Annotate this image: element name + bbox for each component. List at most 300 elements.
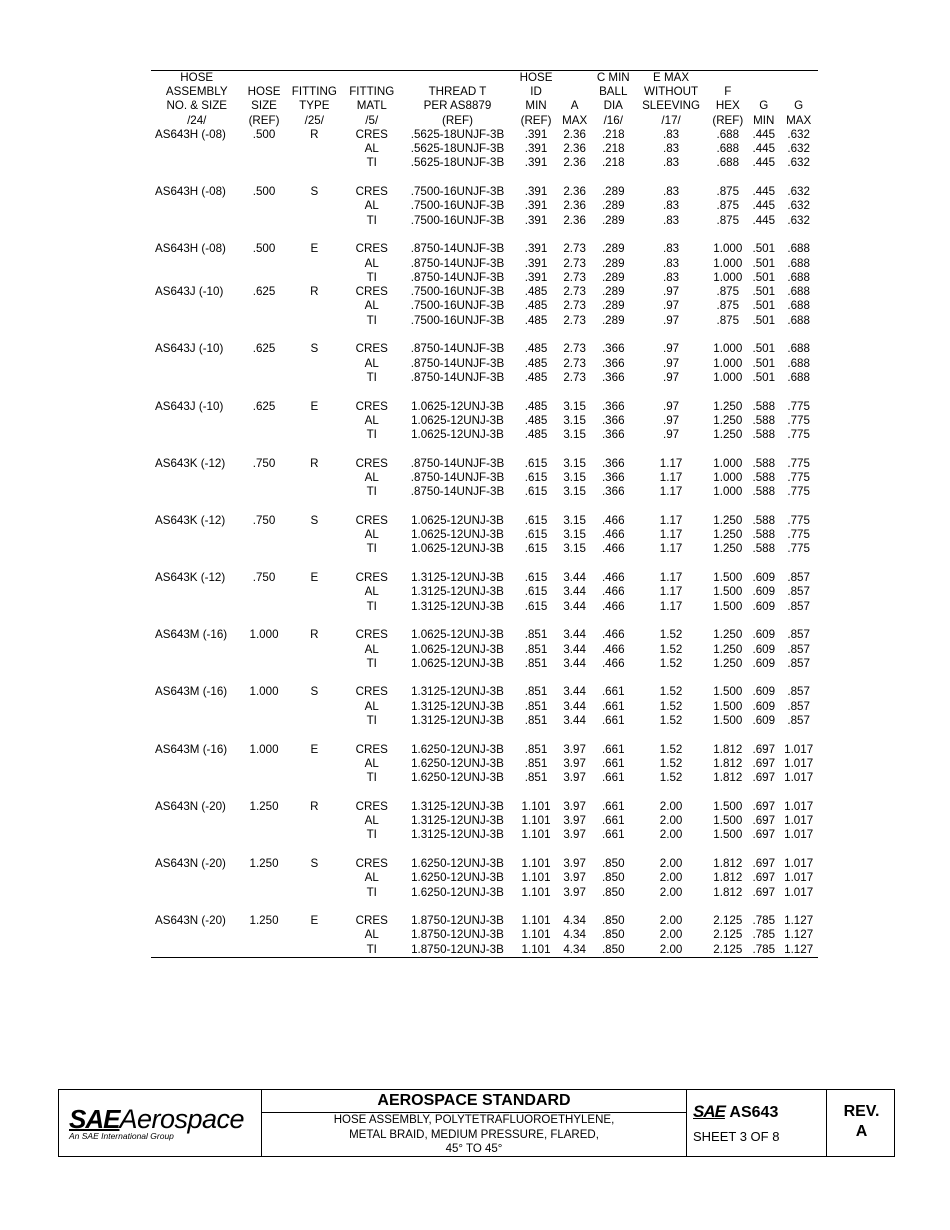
cell-empty — [286, 814, 343, 828]
table-row — [151, 156, 818, 170]
header-row — [151, 71, 818, 128]
table-cell: 1.17 — [659, 485, 683, 499]
table-cell: 1.3125-12UNJ-3B — [411, 714, 504, 728]
cell-empty — [242, 886, 285, 900]
column-header-line: ASSEMBLY — [165, 85, 228, 99]
cell-assembly: AS643J (-10) — [155, 285, 224, 299]
table-cell: 2.00 — [659, 885, 683, 899]
cell-assembly: AS643H (-08) — [155, 185, 226, 199]
table-cell: 2.36 — [563, 213, 586, 227]
cell-empty — [242, 714, 285, 728]
table-cell: 1.250 — [713, 528, 743, 542]
table-cell: CRES — [355, 513, 388, 527]
table-cell: 1.812 — [713, 771, 743, 785]
table-cell: .391 — [524, 142, 548, 156]
cell-type: E — [310, 914, 319, 928]
cell-type: S — [310, 342, 319, 356]
table-row — [151, 271, 818, 285]
group-spacer — [151, 385, 818, 399]
cell-empty — [286, 371, 343, 385]
table-cell: .466 — [601, 585, 625, 599]
table-cell: .588 — [752, 485, 776, 499]
column-header-line: MIN — [753, 113, 775, 127]
cell-empty — [242, 643, 285, 657]
table-cell: 1.3125-12UNJ-3B — [411, 814, 504, 828]
table-cell: 2.00 — [659, 828, 683, 842]
table-cell: .445 — [752, 127, 776, 141]
table-cell: .688 — [716, 142, 740, 156]
table-row — [151, 428, 818, 442]
standard-title: AEROSPACE STANDARD — [262, 1090, 686, 1113]
column-header — [151, 71, 242, 128]
table-cell: .466 — [601, 642, 625, 656]
table-cell: 1.52 — [659, 685, 683, 699]
table-cell: .8750-14UNJF-3B — [410, 242, 505, 256]
table-row — [151, 857, 818, 871]
table-cell: 1.8750-12UNJ-3B — [411, 914, 504, 928]
cell-empty — [286, 886, 343, 900]
table-cell: 1.6250-12UNJ-3B — [411, 742, 504, 756]
column-header-line: /25/ — [304, 113, 324, 127]
cell-type: R — [310, 456, 319, 470]
cell-empty — [151, 471, 242, 485]
cell-empty — [151, 271, 242, 285]
table-cell: .661 — [601, 814, 625, 828]
table-cell: .501 — [752, 313, 776, 327]
table-cell: 1.127 — [784, 928, 814, 942]
column-header-line: G — [759, 99, 769, 113]
cell-empty — [151, 828, 242, 842]
table-cell: TI — [366, 313, 377, 327]
table-cell: 1.3125-12UNJ-3B — [411, 699, 504, 713]
table-cell: 1.127 — [784, 914, 814, 928]
cell-empty — [151, 528, 242, 542]
table-cell: .775 — [787, 428, 810, 442]
table-cell: .501 — [752, 270, 776, 284]
column-header-line: (REF) — [442, 113, 473, 127]
table-cell: .851 — [524, 756, 548, 770]
table-cell: CRES — [355, 456, 388, 470]
table-cell: .857 — [787, 656, 810, 670]
table-cell: CRES — [355, 799, 388, 813]
table-cell: AL — [364, 928, 379, 942]
column-header-line: TYPE — [299, 99, 330, 113]
spec-table-body — [151, 128, 818, 958]
cell-empty — [151, 371, 242, 385]
table-cell: .289 — [601, 185, 625, 199]
table-row — [151, 128, 818, 142]
column-header-line: THREAD T — [428, 85, 487, 99]
table-cell: .775 — [787, 542, 810, 556]
cell-empty — [242, 271, 285, 285]
cell-empty — [286, 299, 343, 313]
table-cell: .661 — [601, 756, 625, 770]
table-cell: .785 — [752, 914, 776, 928]
table-cell: AL — [364, 199, 379, 213]
table-cell: AL — [364, 256, 379, 270]
table-cell: .466 — [601, 528, 625, 542]
table-row — [151, 457, 818, 471]
table-cell: CRES — [355, 857, 388, 870]
table-cell: .218 — [601, 127, 625, 141]
spacer-cell — [151, 500, 818, 514]
table-cell: .485 — [524, 370, 548, 384]
group-spacer — [151, 557, 818, 571]
column-header-line: F — [724, 85, 732, 99]
cell-type: R — [310, 285, 319, 299]
cell-empty — [151, 657, 242, 671]
revision-cell — [827, 1090, 896, 1156]
table-cell: CRES — [355, 914, 388, 928]
title-block — [58, 1089, 895, 1157]
table-cell: AL — [364, 814, 379, 828]
table-cell: .391 — [524, 185, 548, 199]
table-cell: .588 — [752, 528, 776, 542]
table-cell: 2.73 — [563, 299, 586, 313]
table-cell: 1.6250-12UNJ-3B — [411, 871, 504, 885]
column-header-line: (REF) — [520, 113, 552, 127]
table-cell: .588 — [752, 428, 776, 442]
column-header — [242, 71, 285, 128]
table-cell: .588 — [752, 413, 776, 427]
table-cell: 1.17 — [659, 542, 683, 556]
sheet-number: SHEET 3 OF 8 — [693, 1129, 780, 1144]
table-cell: AL — [364, 299, 379, 313]
table-row — [151, 542, 818, 556]
table-cell: .775 — [787, 413, 810, 427]
table-cell: .857 — [787, 585, 810, 599]
table-cell: 2.73 — [563, 356, 586, 370]
table-cell: .97 — [663, 370, 680, 384]
cell-empty — [286, 542, 343, 556]
table-cell: TI — [366, 156, 377, 170]
cell-size: 1.250 — [249, 914, 279, 928]
cell-size: .750 — [252, 513, 276, 527]
column-header-line: MIN — [525, 99, 547, 113]
table-cell: 1.000 — [713, 242, 743, 256]
table-cell: .8750-14UNJF-3B — [410, 370, 505, 384]
table-cell: .661 — [601, 685, 625, 699]
group-spacer — [151, 728, 818, 742]
table-cell: .875 — [716, 213, 740, 227]
table-row — [151, 471, 818, 485]
column-header — [514, 71, 557, 128]
table-cell: 1.52 — [659, 756, 683, 770]
table-cell: 1.6250-12UNJ-3B — [411, 885, 504, 899]
table-cell: .83 — [663, 199, 680, 213]
table-cell: .97 — [663, 342, 680, 356]
table-cell: .466 — [601, 599, 625, 613]
table-row — [151, 485, 818, 499]
table-cell: .97 — [663, 413, 680, 427]
table-cell: .688 — [716, 127, 740, 141]
table-cell: 2.36 — [563, 156, 586, 170]
cell-empty — [286, 199, 343, 213]
table-cell: .588 — [752, 542, 776, 556]
table-cell: 1.8750-12UNJ-3B — [411, 942, 504, 956]
table-cell: 1.250 — [713, 628, 743, 642]
cell-assembly: AS643K (-12) — [155, 513, 226, 527]
table-cell: 1.017 — [784, 857, 814, 870]
table-cell: 1.52 — [659, 642, 683, 656]
table-cell: .785 — [752, 928, 776, 942]
column-header-line: HOSE — [519, 71, 553, 84]
table-cell: 1.017 — [784, 771, 814, 785]
cell-empty — [151, 314, 242, 328]
cell-empty — [242, 299, 285, 313]
table-cell: .8750-14UNJF-3B — [410, 456, 505, 470]
sae-aerospace-logo — [59, 1090, 262, 1156]
cell-empty — [151, 156, 242, 170]
table-cell: .615 — [524, 456, 548, 470]
table-cell: .588 — [752, 513, 776, 527]
spacer-cell — [151, 843, 818, 857]
table-cell: TI — [366, 714, 377, 728]
table-cell: 3.97 — [563, 828, 586, 842]
table-cell: .632 — [787, 142, 810, 156]
table-cell: .688 — [716, 156, 740, 170]
table-cell: 1.8750-12UNJ-3B — [411, 928, 504, 942]
cell-empty — [151, 771, 242, 785]
table-cell: 2.73 — [563, 370, 586, 384]
hose-assembly-spec-table — [151, 70, 818, 958]
table-cell: .289 — [601, 256, 625, 270]
cell-assembly: AS643M (-16) — [155, 685, 228, 699]
cell-empty — [286, 771, 343, 785]
cell-empty — [151, 943, 242, 958]
table-cell: .688 — [787, 256, 810, 270]
table-cell: .688 — [787, 242, 810, 256]
table-cell: 3.44 — [563, 599, 586, 613]
table-cell: 2.00 — [659, 799, 683, 813]
cell-empty — [286, 657, 343, 671]
table-cell: 1.250 — [713, 656, 743, 670]
table-cell: .588 — [752, 470, 776, 484]
column-header-line: WITHOUT — [644, 85, 699, 99]
table-cell: 1.0625-12UNJ-3B — [411, 628, 504, 642]
spacer-cell — [151, 385, 818, 399]
logo-aerospace-word: Aerospace — [119, 1104, 245, 1134]
cell-assembly: AS643M (-16) — [155, 628, 228, 642]
table-cell: 1.017 — [784, 885, 814, 899]
table-cell: 2.125 — [713, 928, 743, 942]
cell-size: .500 — [252, 185, 276, 199]
table-cell: .851 — [524, 771, 548, 785]
cell-empty — [242, 528, 285, 542]
column-header-line: ID — [530, 85, 542, 99]
table-cell: .391 — [524, 270, 548, 284]
table-cell: .609 — [752, 685, 776, 699]
table-row — [151, 314, 818, 328]
table-cell: .485 — [524, 285, 548, 299]
cell-empty — [286, 485, 343, 499]
description-line-2: METAL BRAID, MEDIUM PRESSURE, FLARED, — [349, 1128, 599, 1141]
table-cell: TI — [366, 599, 377, 613]
table-cell: .697 — [752, 756, 776, 770]
table-cell: .485 — [524, 413, 548, 427]
table-cell: 1.127 — [784, 942, 814, 956]
cell-empty — [242, 871, 285, 885]
table-cell: .218 — [601, 142, 625, 156]
cell-empty — [286, 214, 343, 228]
table-cell: .785 — [752, 942, 776, 956]
doc-sae-mark: SAE — [693, 1102, 725, 1121]
table-cell: .466 — [601, 656, 625, 670]
table-cell: .289 — [601, 299, 625, 313]
table-cell: 1.017 — [784, 871, 814, 885]
table-cell: .851 — [524, 685, 548, 699]
spacer-cell — [151, 328, 818, 342]
table-cell: TI — [366, 542, 377, 556]
cell-type: S — [310, 185, 319, 199]
table-row — [151, 743, 818, 757]
table-row — [151, 800, 818, 814]
table-cell: .775 — [787, 399, 810, 413]
table-cell: .289 — [601, 285, 625, 299]
cell-assembly: AS643H (-08) — [155, 127, 226, 141]
column-header-line: BALL — [599, 85, 628, 99]
table-cell: .697 — [752, 814, 776, 828]
table-cell: AL — [364, 528, 379, 542]
cell-assembly: AS643K (-12) — [155, 456, 226, 470]
table-cell: .5625-18UNJF-3B — [410, 127, 505, 141]
table-cell: .609 — [752, 656, 776, 670]
column-header — [343, 71, 400, 128]
spacer-cell — [151, 614, 818, 628]
table-cell: .857 — [787, 714, 810, 728]
table-cell: .857 — [787, 699, 810, 713]
cell-type: S — [310, 857, 319, 870]
column-header-line: /16/ — [603, 113, 623, 127]
logo-subtitle: An SAE International Group — [69, 1131, 174, 1141]
table-row — [151, 814, 818, 828]
table-row — [151, 657, 818, 671]
table-cell: TI — [366, 485, 377, 499]
table-cell: 4.34 — [563, 928, 586, 942]
table-cell: .697 — [752, 771, 776, 785]
table-cell: 2.00 — [659, 928, 683, 942]
table-cell: 3.97 — [563, 742, 586, 756]
cell-empty — [286, 714, 343, 728]
table-row — [151, 757, 818, 771]
table-cell: .775 — [787, 470, 810, 484]
table-cell: .5625-18UNJF-3B — [410, 156, 505, 170]
table-cell: .366 — [601, 413, 625, 427]
table-cell: .501 — [752, 256, 776, 270]
table-cell: 2.73 — [563, 242, 586, 256]
table-cell: CRES — [355, 285, 388, 299]
cell-empty — [286, 314, 343, 328]
table-cell: 1.17 — [659, 571, 683, 585]
table-cell: 1.017 — [784, 828, 814, 842]
table-cell: 1.0625-12UNJ-3B — [411, 656, 504, 670]
table-cell: 1.52 — [659, 699, 683, 713]
table-cell: .851 — [524, 628, 548, 642]
cell-empty — [151, 757, 242, 771]
table-cell: 1.250 — [713, 413, 743, 427]
cell-assembly: AS643N (-20) — [155, 799, 226, 813]
cell-empty — [151, 142, 242, 156]
cell-empty — [286, 871, 343, 885]
table-cell: .391 — [524, 127, 548, 141]
table-cell: 1.3125-12UNJ-3B — [411, 571, 504, 585]
table-cell: .857 — [787, 642, 810, 656]
table-cell: 1.500 — [713, 714, 743, 728]
table-cell: 1.101 — [521, 871, 551, 885]
table-cell: 1.0625-12UNJ-3B — [411, 642, 504, 656]
table-cell: 1.6250-12UNJ-3B — [411, 857, 504, 870]
cell-size: .625 — [252, 399, 276, 413]
column-header-line: SIZE — [251, 99, 277, 113]
cell-size: .500 — [252, 127, 276, 141]
table-cell: 1.3125-12UNJ-3B — [411, 828, 504, 842]
table-cell: 1.0625-12UNJ-3B — [411, 542, 504, 556]
table-cell: .857 — [787, 571, 810, 585]
table-cell: 2.36 — [563, 142, 586, 156]
cell-size: .750 — [252, 456, 276, 470]
table-cell: 1.17 — [659, 456, 683, 470]
table-cell: 1.0625-12UNJ-3B — [411, 428, 504, 442]
table-cell: .615 — [524, 528, 548, 542]
cell-empty — [151, 414, 242, 428]
table-cell: .97 — [663, 356, 680, 370]
table-row — [151, 700, 818, 714]
table-cell: 1.000 — [713, 370, 743, 384]
column-header-line: /24/ — [187, 113, 207, 127]
group-spacer — [151, 171, 818, 185]
table-cell: .850 — [601, 942, 625, 956]
table-row — [151, 142, 818, 156]
table-cell: .850 — [601, 885, 625, 899]
table-cell: .485 — [524, 342, 548, 356]
table-cell: .632 — [787, 156, 810, 170]
table-cell: 1.250 — [713, 428, 743, 442]
table-cell: .445 — [752, 142, 776, 156]
table-cell: .366 — [601, 428, 625, 442]
table-cell: .83 — [663, 185, 680, 199]
table-cell: 2.00 — [659, 857, 683, 870]
table-row — [151, 371, 818, 385]
table-cell: .97 — [663, 428, 680, 442]
table-cell: .609 — [752, 699, 776, 713]
table-cell: .501 — [752, 242, 776, 256]
table-cell: .366 — [601, 399, 625, 413]
table-cell: 1.812 — [713, 857, 743, 870]
table-cell: .289 — [601, 213, 625, 227]
table-cell: .688 — [787, 270, 810, 284]
table-cell: .632 — [787, 199, 810, 213]
table-cell: .7500-16UNJF-3B — [410, 199, 505, 213]
table-cell: AL — [364, 413, 379, 427]
table-cell: .615 — [524, 542, 548, 556]
cell-type: E — [310, 242, 319, 256]
table-row — [151, 914, 818, 928]
table-cell: .615 — [524, 571, 548, 585]
table-cell: .391 — [524, 256, 548, 270]
table-row — [151, 685, 818, 699]
cell-empty — [286, 271, 343, 285]
table-row — [151, 643, 818, 657]
table-cell: 1.101 — [521, 857, 551, 870]
cell-size: 1.250 — [249, 799, 279, 813]
table-cell: 1.500 — [713, 799, 743, 813]
cell-size: .750 — [252, 571, 276, 585]
table-cell: 1.52 — [659, 656, 683, 670]
table-cell: 3.44 — [563, 714, 586, 728]
table-row — [151, 357, 818, 371]
cell-empty — [151, 714, 242, 728]
table-cell: .661 — [601, 799, 625, 813]
